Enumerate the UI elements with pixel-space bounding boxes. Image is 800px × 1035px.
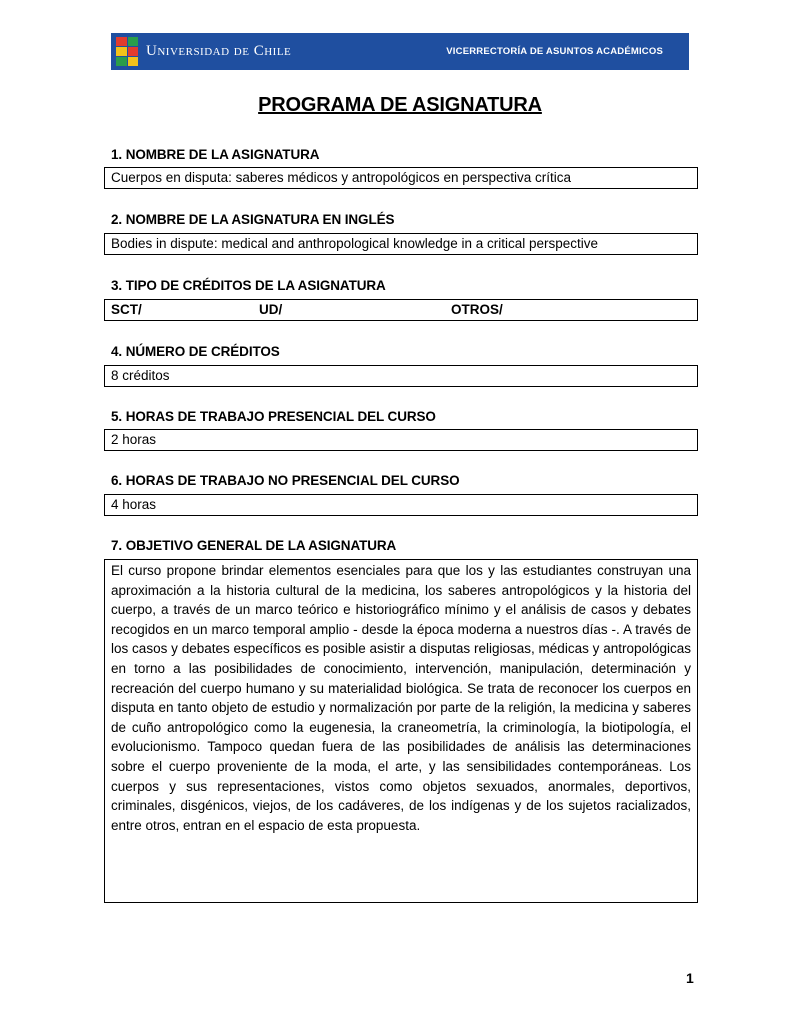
university-logo-icon bbox=[116, 37, 138, 66]
header-banner bbox=[111, 33, 689, 70]
credit-type-ud: UD/ bbox=[259, 302, 283, 317]
section-7-heading: 7. OBJETIVO GENERAL DE LA ASIGNATURA bbox=[111, 538, 397, 553]
credit-type-sct: SCT/ bbox=[111, 302, 142, 317]
credits-number-field: 8 créditos bbox=[104, 365, 698, 387]
section-2-heading: 2. NOMBRE DE LA ASIGNATURA EN INGLÉS bbox=[111, 212, 395, 227]
page-number: 1 bbox=[686, 970, 694, 986]
section-6-heading: 6. HORAS DE TRABAJO NO PRESENCIAL DEL CURSO bbox=[111, 473, 460, 488]
general-objective-text: El curso propone brindar elementos esenciales para que los y las estudiantes construyan una aproximación a la historia cultural de la medicina, los saberes antropológicos y la historia del cuerpo, a través de un marco teórico e historiográfico mínimo y el análisis de casos y debates recogidos en un marco temporal amplio - desde la época moderna a nuestros días -. A través de los casos y debates específicos es posible asistir a disputas religiosas, médicas y antropológicas en torno a las posibilidades de conocimiento, intervención, manipulación, determinación y recreación del cuerpo humano y su materialidad biológica. Se trata de reconocer los cuerpos en disputa en tanto objeto de estudio y normalización por parte de la religión, la medicina y saberes de cuño antropológico como la eugenesia, la craneometría, la criminología, la biotipología, el evolucionismo. Tampoco quedan fuera de las posibilidades de análisis las determinaciones sobre el cuerpo proveniente de la moda, el arte, y las sensibilidades contemporáneas. Los cuerpos y sus representaciones, vistos como objetos sexuados, anormales, deportivos, criminales, disgénicos, viejos, de los cadáveres, de los indígenas y de los sujetos racializados, entre otros, entran en el espacio de esta propuesta. bbox=[104, 559, 698, 903]
vice-rectory-name: VICERRECTORÍA DE ASUNTOS ACADÉMICOS bbox=[446, 46, 663, 57]
in-person-hours-field: 2 horas bbox=[104, 429, 698, 451]
university-name: Universidad de Chile bbox=[146, 43, 292, 59]
section-3-heading: 3. TIPO DE CRÉDITOS DE LA ASIGNATURA bbox=[111, 278, 386, 293]
remote-hours-field: 4 horas bbox=[104, 494, 698, 516]
course-name-english-field: Bodies in dispute: medical and anthropological knowledge in a critical perspective bbox=[104, 233, 698, 255]
section-1-heading: 1. NOMBRE DE LA ASIGNATURA bbox=[111, 147, 320, 162]
course-name-field: Cuerpos en disputa: saberes médicos y antropológicos en perspectiva crítica bbox=[104, 167, 698, 189]
section-4-heading: 4. NÚMERO DE CRÉDITOS bbox=[111, 344, 280, 359]
credit-type-otros: OTROS/ bbox=[451, 302, 503, 317]
credit-type-field bbox=[104, 299, 698, 321]
document-title: PROGRAMA DE ASIGNATURA bbox=[258, 94, 542, 116]
section-5-heading: 5. HORAS DE TRABAJO PRESENCIAL DEL CURSO bbox=[111, 409, 436, 424]
